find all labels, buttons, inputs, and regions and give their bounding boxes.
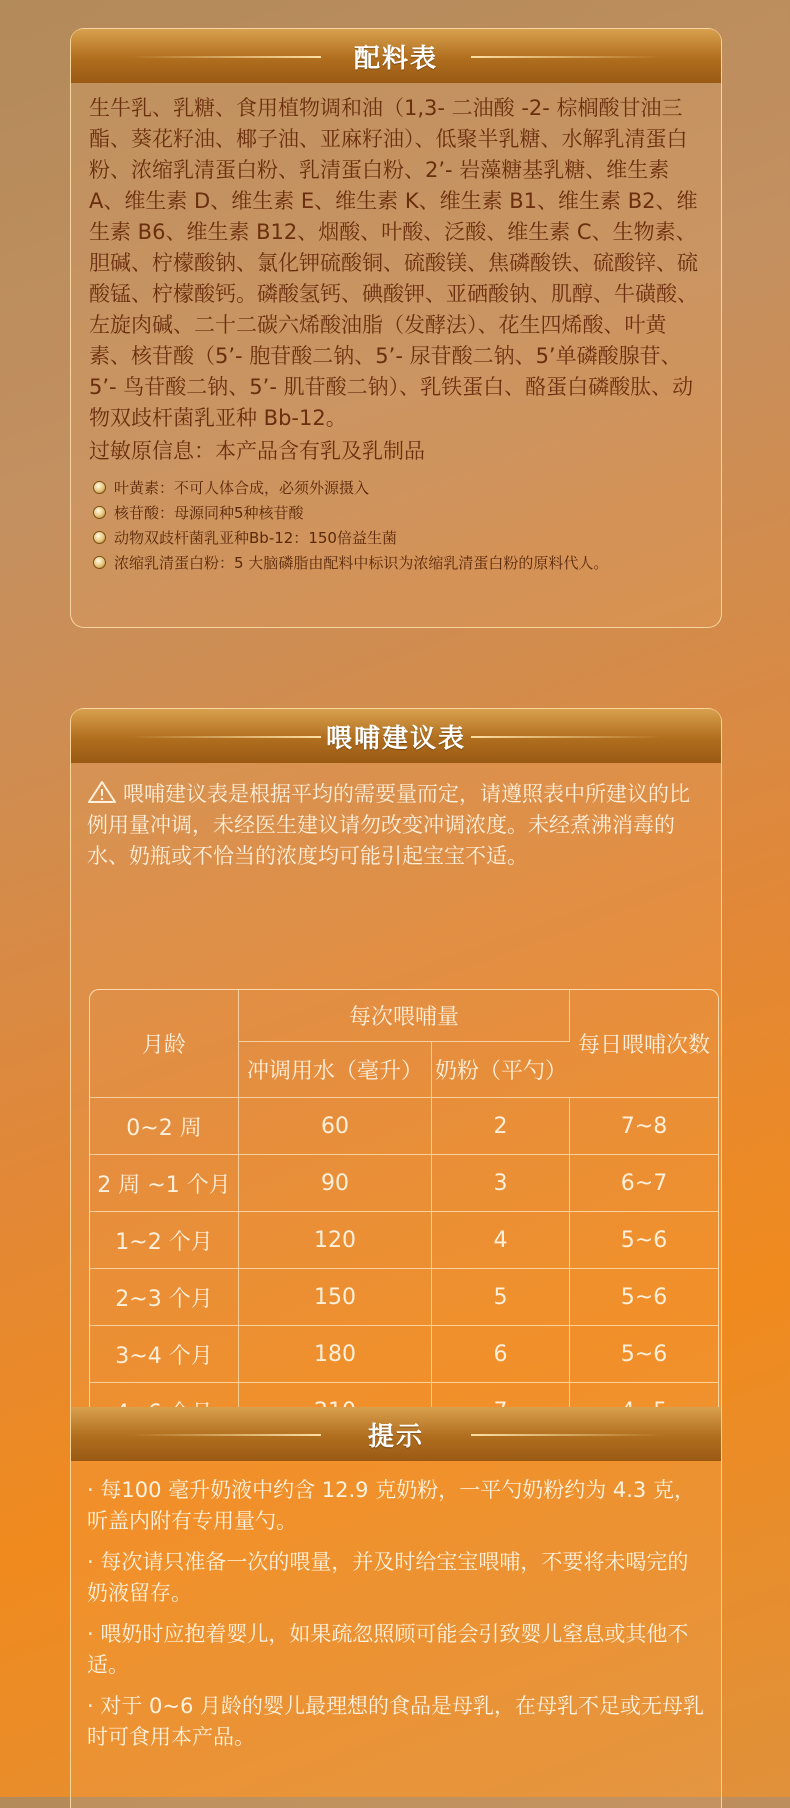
note-item: 叶黄素：不可人体合成，必须外源摄入 (93, 475, 703, 500)
bullet-icon (93, 556, 106, 569)
feeding-panel (70, 708, 722, 1808)
table-row: 1~2 个月 120 4 5~6 (90, 1212, 718, 1269)
note-item: 核苷酸：母源同种5种核苷酸 (93, 500, 703, 525)
header-powder: 奶粉（平勺） (432, 1042, 570, 1098)
note-item: 动物双歧杆菌乳亚种Bb-12：150倍益生菌 (93, 525, 703, 550)
feeding-warning: 喂哺建议表是根据平均的需要量而定，请遵照表中所建议的比例用量冲调，未经医生建议请勿改变冲调浓度。未经煮沸消毒的水、奶瓶或不恰当的浓度均可能引起宝宝不适。 (87, 782, 690, 868)
banner-decor-line (471, 1434, 661, 1436)
feeding-table (89, 989, 719, 1441)
tips-section (71, 1407, 721, 1763)
feeding-title: 喂哺建议表 (325, 723, 466, 754)
bullet-icon (93, 531, 106, 544)
tips-banner (71, 1407, 721, 1461)
tip-item: · 对于 0~6 月龄的婴儿最理想的食品是母乳，在母乳不足或无母乳时可食用本产品。 (87, 1694, 705, 1749)
allergen-info: 过敏原信息：本产品含有乳及乳制品 (89, 439, 425, 463)
tip-item: · 喂奶时应抱着婴儿，如果疏忽照顾可能会引致婴儿窒息或其他不适。 (87, 1622, 689, 1677)
banner-decor-line (471, 56, 661, 58)
header-per-feed: 每次喂哺量 (239, 990, 570, 1042)
ingredients-title: 配料表 (353, 43, 438, 74)
ingredients-banner (71, 29, 721, 83)
table-row: 3~4 个月 180 6 5~6 (90, 1326, 718, 1383)
banner-decor-line (131, 56, 321, 58)
bullet-icon (93, 506, 106, 519)
ingredients-panel (70, 28, 722, 628)
feeding-banner (71, 709, 721, 763)
banner-decor-line (131, 1434, 321, 1436)
tips-list (71, 1461, 721, 1753)
ingredient-notes (71, 467, 721, 575)
tip-item: · 每次请只准备一次的喂量，并及时给宝宝喂哺，不要将未喝完的奶液留存。 (87, 1550, 689, 1605)
table-row: 2~3 个月 150 5 5~6 (90, 1269, 718, 1326)
table-row: 0~2 周 60 2 7~8 (90, 1098, 718, 1155)
tip-item: · 每100 毫升奶液中约含 12.9 克奶粉，一平勺奶粉约为 4.3 克，听盖内附有专用量勺。 (87, 1478, 695, 1533)
banner-decor-line (131, 736, 321, 738)
header-age: 月龄 (90, 990, 239, 1098)
note-item: 浓缩乳清蛋白粉：5 大脑磷脂由配料中标识为浓缩乳清蛋白粉的原料代人。 (93, 550, 703, 575)
tips-title: 提示 (367, 1421, 424, 1452)
header-water: 冲调用水（毫升） (239, 1042, 432, 1098)
ingredients-text: 生牛乳、乳糖、食用植物调和油（1,3- 二油酸 -2- 棕榈酸甘油三酯、葵花籽油、椰子油、亚麻籽油）、低聚半乳糖、水解乳清蛋白粉、浓缩乳清蛋白粉、乳清蛋白粉、2’- 岩藻糖基乳糖、维生素 A、维生素 D、维生素 E、维生素 K、维生素 B1、维生素 B2、维生素 B6、维生素 B12、烟酸、叶酸、泛酸、维生素 C、生物素、胆碱、柠檬酸钠、氯化钾硫酸铜、硫酸镁、焦磷酸铁、硫酸锌、硫酸锰、柠檬酸钙。磷酸氢钙、碘酸钾、亚硒酸钠、肌醇、牛磺酸、左旋肉碱、二十二碳六烯酸油脂（发酵法）、花生四烯酸、叶黄素、核苷酸（5’- 胞苷酸二钠、5’- 尿苷酸二钠、5’单磷酸腺苷、5’- 鸟苷酸二钠、5’- 肌苷酸二钠）、乳铁蛋白、酪蛋白磷酸肽、动物双歧杆菌乳亚种 Bb-12。 (89, 96, 698, 430)
warning-icon (87, 780, 117, 804)
table-row: 2 周 ~1 个月 90 3 6~7 (90, 1155, 718, 1212)
header-daily: 每日喂哺次数 (570, 990, 718, 1098)
bullet-icon (93, 481, 106, 494)
banner-decor-line (471, 736, 661, 738)
